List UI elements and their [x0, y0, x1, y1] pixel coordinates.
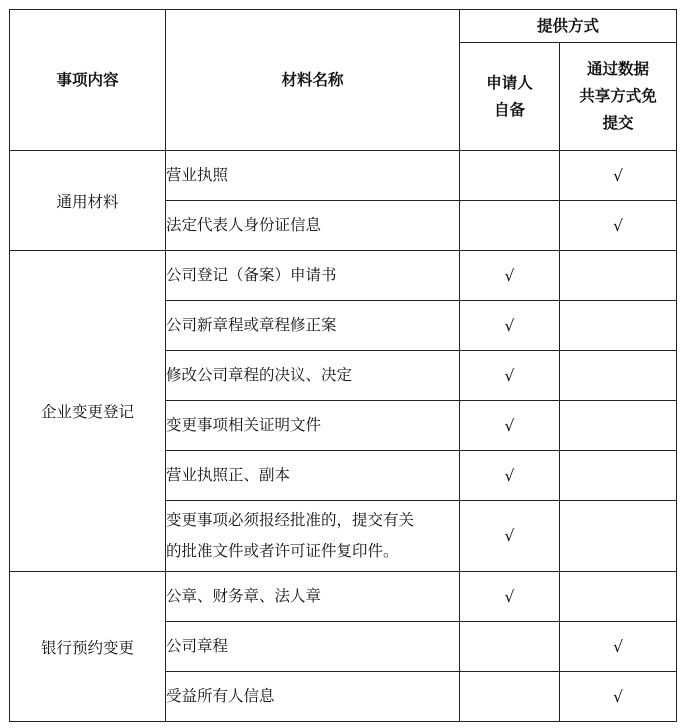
- self-cell: [460, 351, 560, 401]
- material-name: 公司登记（备案）申请书: [166, 251, 460, 301]
- category-cell: 银行预约变更: [10, 572, 166, 722]
- shared-cell: [560, 501, 677, 572]
- header-row: [10, 10, 677, 43]
- material-name: 公司章程: [166, 622, 460, 672]
- checkmark-icon: √: [613, 637, 623, 656]
- header-shared-line1: 通过数据: [587, 60, 650, 78]
- material-name: 修改公司章程的决议、决定: [166, 351, 460, 401]
- shared-cell: [560, 622, 677, 672]
- shared-cell: [560, 451, 677, 501]
- category-cell: 企业变更登记: [10, 251, 166, 572]
- category-cell: 通用材料: [10, 151, 166, 251]
- checkmark-icon: √: [613, 216, 623, 235]
- self-cell: [460, 251, 560, 301]
- material-name: 法定代表人身份证信息: [166, 201, 460, 251]
- checkmark-icon: √: [504, 266, 515, 285]
- material-name: 公章、财务章、法人章: [166, 572, 460, 622]
- header-material: 材料名称: [166, 10, 460, 151]
- shared-cell: [560, 201, 677, 251]
- header-self: [460, 43, 560, 151]
- shared-cell: [560, 301, 677, 351]
- self-cell: [460, 201, 560, 251]
- material-name: 营业执照: [166, 151, 460, 201]
- checkmark-icon: √: [504, 416, 515, 435]
- self-cell: [460, 151, 560, 201]
- header-self-line2: 自备: [493, 100, 525, 119]
- header-shared-line3: 提交: [602, 114, 634, 132]
- self-cell: [460, 672, 560, 722]
- checkmark-icon: √: [504, 366, 515, 385]
- header-item: 事项内容: [10, 10, 166, 151]
- self-cell: [460, 401, 560, 451]
- material-name-line2: 的批准文件或者许可证件复印件。: [166, 542, 399, 560]
- header-shared: [560, 43, 677, 151]
- table-row: [10, 151, 677, 201]
- materials-table: [9, 9, 677, 722]
- shared-cell: [560, 351, 677, 401]
- shared-cell: [560, 572, 677, 622]
- checkmark-icon: √: [504, 527, 515, 545]
- material-name: 公司新章程或章程修正案: [166, 301, 460, 351]
- table-row: [10, 251, 677, 301]
- checkmark-icon: √: [504, 587, 515, 606]
- checkmark-icon: √: [504, 316, 515, 335]
- table-row: [10, 572, 677, 622]
- self-cell: [460, 301, 560, 351]
- header-provide: 提供方式: [460, 10, 677, 43]
- material-name-line1: 变更事项必须报经批准的，提交有关: [166, 511, 415, 529]
- material-name: [166, 501, 460, 572]
- shared-cell: [560, 672, 677, 722]
- shared-cell: [560, 251, 677, 301]
- checkmark-icon: √: [613, 166, 623, 185]
- shared-cell: [560, 151, 677, 201]
- self-cell: [460, 501, 560, 572]
- header-shared-line2: 共享方式免: [579, 87, 657, 105]
- material-name: 变更事项相关证明文件: [166, 401, 460, 451]
- shared-cell: [560, 401, 677, 451]
- self-cell: [460, 572, 560, 622]
- header-self-line1: 申请人: [486, 73, 533, 92]
- checkmark-icon: √: [613, 687, 623, 706]
- material-name: 营业执照正、副本: [166, 451, 460, 501]
- self-cell: [460, 451, 560, 501]
- self-cell: [460, 622, 560, 672]
- checkmark-icon: √: [504, 466, 515, 485]
- material-name: 受益所有人信息: [166, 672, 460, 722]
